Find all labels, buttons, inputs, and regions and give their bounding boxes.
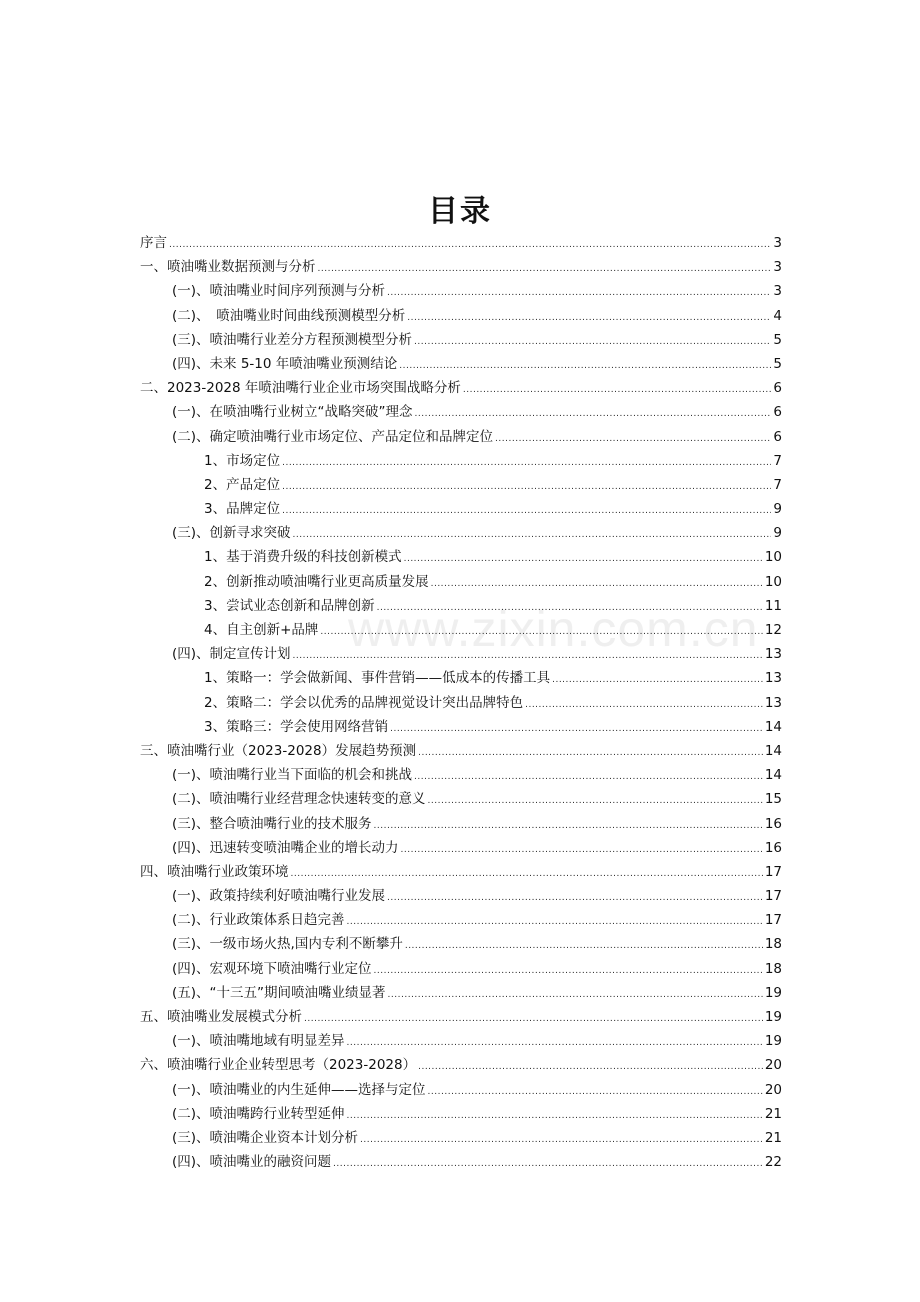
toc-page-number: 21: [764, 1129, 782, 1146]
toc-page-number: 4: [773, 307, 782, 324]
toc-entry-label: 3、策略三：学会使用网络营销: [204, 718, 389, 735]
toc-page-number: 17: [764, 912, 782, 929]
toc-dot-leader: [428, 789, 763, 813]
toc-page-number: 16: [764, 815, 782, 832]
toc-dot-leader: [282, 499, 771, 523]
toc-page-number: 19: [764, 1033, 782, 1050]
toc-entry-label: (四)、喷油嘴业的融资问题: [172, 1154, 332, 1171]
toc-dot-leader: [291, 862, 763, 886]
toc-dot-leader: [428, 1080, 763, 1104]
toc-page-number: 12: [764, 622, 782, 638]
toc-entry[interactable]: [140, 497, 782, 521]
toc-entry[interactable]: [140, 1126, 782, 1150]
toc-dot-leader: [418, 741, 763, 765]
toc-entry[interactable]: [140, 739, 782, 763]
toc-page-number: 20: [764, 1081, 782, 1098]
toc-entry-label: (二)、 喷油嘴业时间曲线预测模型分析: [172, 307, 406, 324]
toc-dot-leader: [415, 402, 772, 426]
toc-entry-label: 二、2023-2028 年喷油嘴行业企业市场突围战略分析: [140, 380, 461, 397]
toc-entry[interactable]: [140, 1150, 782, 1174]
toc-page-number: 10: [764, 573, 782, 590]
toc-entry[interactable]: [140, 908, 782, 932]
toc-entry-label: 2、策略二：学会以优秀的品牌视觉设计突出品牌特色: [204, 694, 524, 711]
toc-page-number: 3: [773, 283, 782, 300]
toc-entry[interactable]: [140, 255, 782, 279]
toc-entry-label: (一)、喷油嘴业的内生延伸——选择与定位: [172, 1081, 426, 1098]
toc-dot-leader: [282, 451, 771, 475]
toc-entry-label: 2、创新推动喷油嘴行业更高质量发展: [204, 573, 429, 590]
toc-page-number: 3: [773, 259, 782, 276]
toc-page-number: 14: [764, 742, 782, 759]
toc-dot-leader: [552, 668, 763, 692]
toc-dot-leader: [405, 934, 763, 958]
toc-entry-label: 2、产品定位: [204, 476, 281, 493]
toc-dot-leader: [418, 1055, 763, 1079]
toc-entry-label: 序言: [140, 235, 167, 251]
toc-entry[interactable]: [140, 570, 782, 594]
toc-page-number: 5: [773, 331, 782, 348]
toc-entry[interactable]: [140, 932, 782, 956]
toc-dot-leader: [169, 233, 771, 257]
toc-dot-leader: [404, 547, 763, 571]
toc-entry-label: 一、喷油嘴业数据预测与分析: [140, 259, 316, 276]
toc-entry-label: (四)、制定宣传计划: [172, 646, 291, 663]
toc-page-number: 20: [764, 1057, 782, 1074]
toc-dot-leader: [333, 1152, 763, 1176]
toc-entry[interactable]: [140, 763, 782, 787]
toc-entry[interactable]: [140, 642, 782, 666]
toc-dot-leader: [320, 620, 762, 644]
toc-entry[interactable]: [140, 352, 782, 376]
toc-entry-label: (三)、喷油嘴行业差分方程预测模型分析: [172, 331, 413, 348]
toc-dot-leader: [414, 330, 771, 354]
toc-page-number: 19: [764, 984, 782, 1001]
toc-entry-label: (三)、创新寻求突破: [172, 525, 291, 542]
toc-entry-label: 3、品牌定位: [204, 501, 281, 518]
toc-dot-leader: [293, 644, 763, 668]
toc-page-number: 6: [773, 380, 782, 397]
toc-page-number: 6: [773, 428, 782, 445]
toc-entry[interactable]: [140, 666, 782, 690]
toc-dot-leader: [401, 838, 763, 862]
page-title: 目录: [428, 194, 492, 229]
toc-entry[interactable]: [140, 981, 782, 1005]
toc-entry[interactable]: [140, 328, 782, 352]
toc-entry[interactable]: [140, 1029, 782, 1053]
toc-dot-leader: [377, 596, 763, 620]
toc-page-number: 5: [773, 355, 782, 372]
toc-entry[interactable]: [140, 545, 782, 569]
toc-entry-label: (二)、喷油嘴行业经营理念快速转变的意义: [172, 791, 426, 808]
toc-page-number: 7: [773, 452, 782, 469]
toc-page-number: 3: [773, 235, 782, 251]
toc-dot-leader: [387, 281, 771, 305]
toc-entry-label: (一)、喷油嘴业时间序列预测与分析: [172, 283, 386, 300]
toc-page-number: 21: [764, 1105, 782, 1122]
toc-entry[interactable]: [140, 715, 782, 739]
toc-page-number: 6: [773, 404, 782, 421]
toc-entry[interactable]: [140, 400, 782, 424]
toc-dot-leader: [360, 1128, 763, 1152]
toc-entry[interactable]: [140, 594, 782, 618]
toc-page-number: 15: [764, 791, 782, 808]
toc-dot-leader: [407, 306, 771, 330]
toc-dot-leader: [374, 814, 763, 838]
toc-entry[interactable]: [140, 231, 782, 255]
toc-dot-leader: [347, 910, 763, 934]
toc-entry-label: (二)、喷油嘴跨行业转型延伸: [172, 1105, 345, 1122]
toc-dot-leader: [431, 572, 763, 596]
toc-page-number: 13: [764, 694, 782, 711]
toc-entry-label: (一)、喷油嘴行业当下面临的机会和挑战: [172, 767, 413, 784]
toc-dot-leader: [347, 1031, 763, 1055]
toc-page-number: 14: [764, 718, 782, 735]
toc-entry[interactable]: [140, 884, 782, 908]
toc-entry-label: (一)、政策持续利好喷油嘴行业发展: [172, 888, 386, 905]
toc-entry[interactable]: [140, 957, 782, 981]
toc-page-number: 13: [764, 670, 782, 687]
toc-entry[interactable]: [140, 836, 782, 860]
toc-entry-label: 四、喷油嘴行业政策环境: [140, 863, 289, 880]
toc-page-number: 7: [773, 476, 782, 493]
watermark: www.zixin.com.cn: [348, 601, 759, 657]
toc-dot-leader: [282, 475, 771, 499]
toc-dot-leader: [374, 959, 763, 983]
toc-entry-label: 三、喷油嘴行业（2023-2028）发展趋势预测: [140, 742, 417, 759]
toc-entry[interactable]: [140, 473, 782, 497]
toc-entry-label: 3、尝试业态创新和品牌创新: [204, 597, 375, 614]
toc-page-number: 9: [773, 525, 782, 542]
toc-entry-label: (一)、在喷油嘴行业树立“战略突破”理念: [172, 404, 413, 421]
toc-entry-label: (三)、一级市场火热,国内专利不断攀升: [172, 936, 403, 953]
toc-page-number: 22: [764, 1154, 782, 1171]
toc-entry-label: 1、基于消费升级的科技创新模式: [204, 549, 402, 566]
toc-page-number: 9: [773, 501, 782, 518]
toc-entry-label: 六、喷油嘴行业企业转型思考（2023-2028）: [140, 1057, 417, 1074]
toc-dot-leader: [495, 427, 771, 451]
toc-entry-label: (四)、未来 5-10 年喷油嘴业预测结论: [172, 355, 398, 372]
toc-entry[interactable]: [140, 1078, 782, 1102]
toc-entry-label: (二)、确定喷油嘴行业市场定位、产品定位和品牌定位: [172, 428, 494, 445]
toc-entry-label: 1、市场定位: [204, 452, 281, 469]
toc-dot-leader: [399, 354, 771, 378]
toc-entry-label: (一)、喷油嘴地域有明显差异: [172, 1033, 345, 1050]
toc-entry[interactable]: [140, 618, 782, 642]
toc-entry-label: 五、喷油嘴业发展模式分析: [140, 1009, 302, 1025]
toc-dot-leader: [463, 378, 772, 402]
toc-entry[interactable]: [140, 691, 782, 715]
toc-page-number: 17: [764, 888, 782, 905]
toc-entry-label: (三)、喷油嘴企业资本计划分析: [172, 1129, 359, 1146]
toc-dot-leader: [388, 983, 763, 1007]
toc-entry-label: (二)、行业政策体系日趋完善: [172, 912, 345, 929]
toc-entry-label: (三)、整合喷油嘴行业的技术服务: [172, 815, 372, 832]
toc-entry-label: 1、策略一：学会做新闻、事件营销——低成本的传播工具: [204, 670, 551, 687]
toc-dot-leader: [304, 1007, 763, 1031]
toc-entry-label: (四)、宏观环境下喷油嘴行业定位: [172, 960, 372, 977]
toc-dot-leader: [414, 765, 763, 789]
toc-dot-leader: [525, 693, 763, 717]
toc-page-number: 18: [764, 936, 782, 953]
toc-entry-label: (五)、“十三五”期间喷油嘴业绩显著: [172, 984, 386, 1001]
toc-entry[interactable]: [140, 860, 782, 884]
toc-entry[interactable]: [140, 1005, 782, 1029]
toc-entry[interactable]: [140, 425, 782, 449]
toc-entry-label: 4、自主创新+品牌: [204, 622, 319, 638]
toc-entry[interactable]: [140, 1102, 782, 1126]
toc-page-number: 14: [764, 767, 782, 784]
toc-page-number: 17: [764, 863, 782, 880]
toc-dot-leader: [347, 1104, 763, 1128]
toc-dot-leader: [318, 257, 772, 281]
toc-entry[interactable]: [140, 521, 782, 545]
toc-page-number: 10: [764, 549, 782, 566]
toc-page-number: 19: [764, 1009, 782, 1025]
toc-page-number: 18: [764, 960, 782, 977]
toc-dot-leader: [293, 523, 772, 547]
toc-page-number: 11: [764, 597, 782, 614]
table-of-contents: [140, 231, 782, 1174]
toc-page-number: 13: [764, 646, 782, 663]
toc-page-number: 16: [764, 839, 782, 856]
toc-entry[interactable]: [140, 376, 782, 400]
toc-entry[interactable]: [140, 279, 782, 303]
toc-dot-leader: [390, 717, 763, 741]
toc-entry[interactable]: [140, 449, 782, 473]
toc-dot-leader: [387, 886, 763, 910]
toc-entry[interactable]: [140, 812, 782, 836]
toc-entry[interactable]: [140, 787, 782, 811]
toc-entry-label: (四)、迅速转变喷油嘴企业的增长动力: [172, 839, 399, 856]
toc-entry[interactable]: [140, 304, 782, 328]
toc-entry[interactable]: [140, 1053, 782, 1077]
